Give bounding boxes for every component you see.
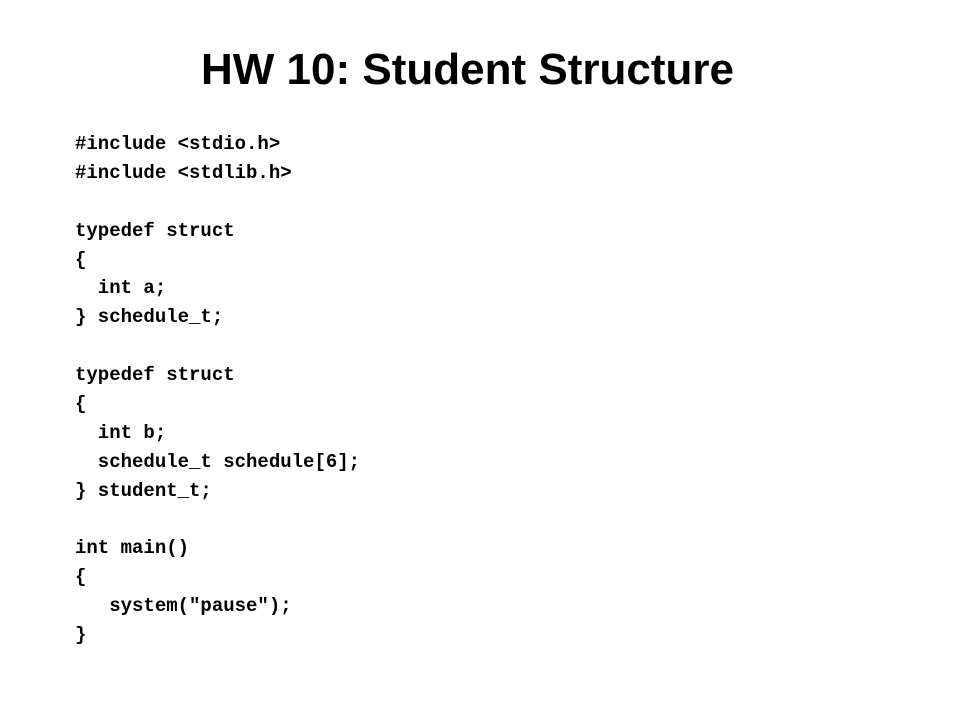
code-line <box>75 506 360 535</box>
code-line: schedule_t schedule[6]; <box>75 450 361 473</box>
code-line: int main() <box>75 537 190 560</box>
code-line <box>75 332 360 361</box>
code-line: typedef struct <box>75 364 235 387</box>
code-block <box>75 130 360 650</box>
code-line: int a; <box>75 277 167 300</box>
code-line: #include <stdlib.h> <box>75 161 292 184</box>
code-line: { <box>75 248 87 271</box>
code-line: #include <stdio.h> <box>75 133 281 155</box>
code-line: int b; <box>75 421 167 444</box>
code-line: } student_t; <box>75 479 212 502</box>
code-line: { <box>75 566 87 589</box>
slide-title: HW 10: Student Structure <box>201 45 734 94</box>
code-line: system("pause"); <box>75 595 292 618</box>
code-line <box>75 188 360 217</box>
code-line: typedef struct <box>75 219 235 242</box>
code-line: } <box>75 624 87 647</box>
code-line: { <box>75 393 87 416</box>
code-line: } schedule_t; <box>75 306 224 329</box>
